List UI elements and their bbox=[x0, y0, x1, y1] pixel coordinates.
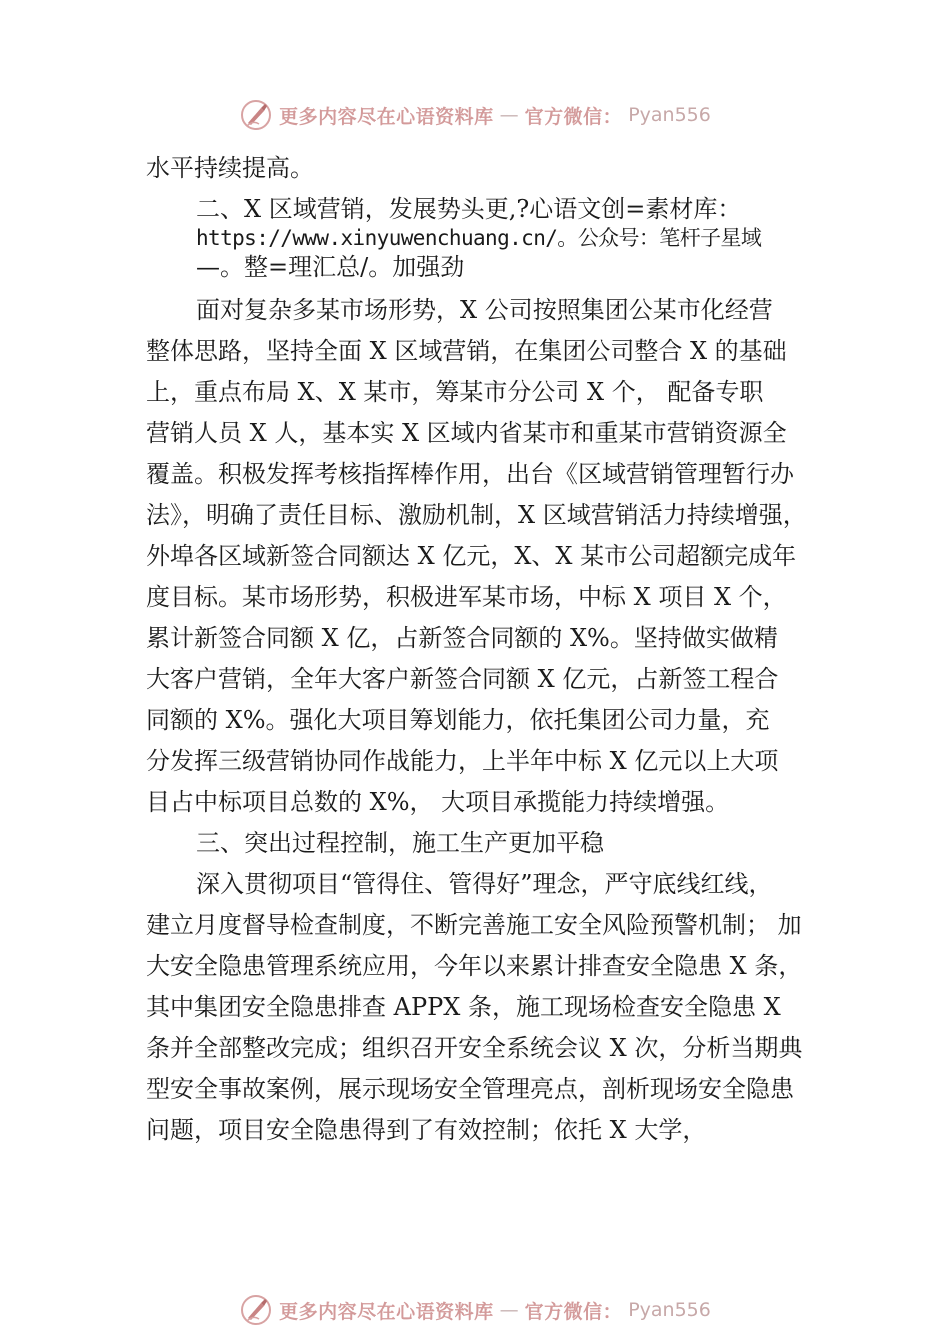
body-line: 同额的 X%。强化大项目筹划能力，依托集团公司力量，充 bbox=[146, 706, 770, 734]
body-line: —。整=理汇总/。加强劲 bbox=[196, 253, 465, 281]
body-line: 法》，明确了责任目标、激励机制，X 区域营销活力持续增强， bbox=[146, 501, 807, 529]
body-line: 营销人员 X 人，基本实 X 区域内省某市和重某市营销资源全 bbox=[146, 419, 787, 447]
body-line: 型安全事故案例，展示现场安全管理亮点，剖析现场安全隐患 bbox=[146, 1075, 794, 1103]
source-url-line: https://www.xinyuwenchuang.cn/。公众号：笔杆子星域 bbox=[196, 226, 762, 250]
watermark-official-label: 官方微信： bbox=[524, 1300, 623, 1323]
body-line: 建立月度督导检查制度，不断完善施工安全风险预警机制； 加 bbox=[146, 911, 802, 939]
body-line: 大安全隐患管理系统应用，今年以来累计排查安全隐患 X 条， bbox=[146, 952, 803, 980]
section-heading-3: 三、突出过程控制，施工生产更加平稳 bbox=[196, 829, 604, 857]
body-line: 度目标。某市场形势，积极进军某市场，中标 X 项目 X 个， bbox=[146, 583, 787, 611]
body-line: 累计新签合同额 X 亿，占新签合同额的 X%。坚持做实做精 bbox=[146, 624, 778, 652]
body-line: 整体思路，坚持全面 X 区域营销，在集团公司整合 X 的基础 bbox=[146, 337, 787, 365]
section-heading-2: 二、X 区域营销，发展势头更,?心语文创=素材库： bbox=[196, 195, 742, 223]
watermark-brand-text: 更多内容尽在心语资料库 bbox=[279, 105, 494, 128]
body-line: 其中集团安全隐患排查 APPX 条，施工现场检查安全隐患 X bbox=[146, 993, 781, 1021]
body-line: 外埠各区域新签合同额达 X 亿元，X、X 某市公司超额完成年 bbox=[146, 542, 797, 570]
paragraph-start: 面对复杂多某市场形势，X 公司按照集团公某市化经营 bbox=[196, 296, 773, 324]
pen-logo-icon bbox=[239, 1293, 273, 1327]
watermark-separator: — bbox=[499, 1299, 519, 1321]
watermark-wechat-id: Pyan556 bbox=[628, 1299, 711, 1321]
pen-logo-icon bbox=[239, 98, 273, 132]
body-line: 条并全部整改完成；组织召开安全系统会议 X 次，分析当期典 bbox=[146, 1034, 803, 1062]
body-line: 覆盖。积极发挥考核指挥棒作用，出台《区域营销管理暂行办 bbox=[146, 460, 794, 488]
watermark-separator: — bbox=[499, 104, 519, 126]
paragraph-start: 深入贯彻项目“管得住、管得好”理念，严守底线红线， bbox=[196, 870, 773, 898]
body-line: 问题，项目安全隐患得到了有效控制；依托 X 大学， bbox=[146, 1116, 707, 1144]
watermark-wechat-id: Pyan556 bbox=[628, 104, 711, 126]
footer-watermark bbox=[0, 1290, 950, 1330]
watermark-brand-text: 更多内容尽在心语资料库 bbox=[279, 1300, 494, 1323]
watermark-official-label: 官方微信： bbox=[524, 105, 623, 128]
body-line: 上，重点布局 X、X 某市，筹某市分公司 X 个， 配备专职 bbox=[146, 378, 764, 406]
header-watermark bbox=[0, 95, 950, 135]
document-body bbox=[146, 148, 846, 1151]
body-line: 目占中标项目总数的 X%， 大项目承揽能力持续增强。 bbox=[146, 788, 730, 816]
body-line: 分发挥三级营销协同作战能力，上半年中标 X 亿元以上大项 bbox=[146, 747, 779, 775]
body-line: 大客户营销，全年大客户新签合同额 X 亿元，占新签工程合 bbox=[146, 665, 779, 693]
body-line: 水平持续提高。 bbox=[146, 154, 314, 182]
